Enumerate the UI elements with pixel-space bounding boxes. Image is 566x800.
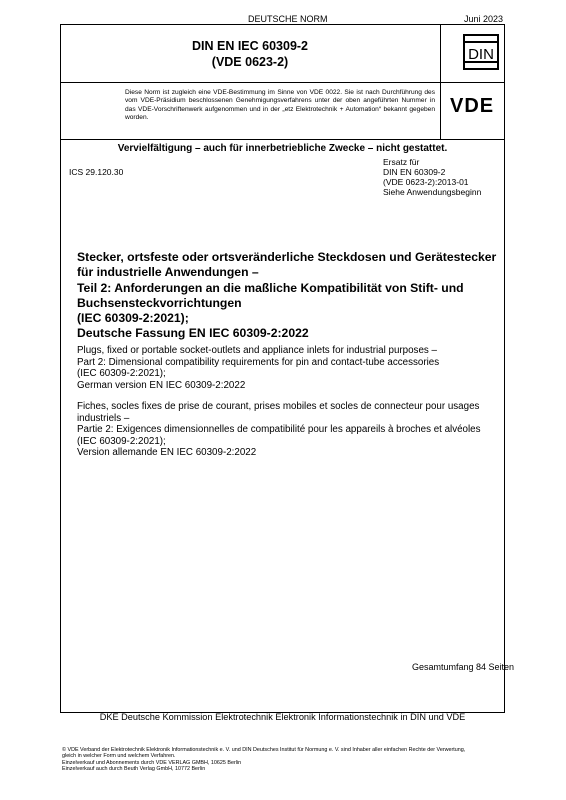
title-french <box>77 401 502 459</box>
title-line: industriels – <box>77 412 130 424</box>
title-line: Stecker, ortsfeste oder ortsveränderliche Steckdosen und Gerätestecker <box>77 250 497 264</box>
divider <box>440 25 441 139</box>
title-line: (IEC 60309-2:2021); <box>77 368 166 380</box>
title-line: Teil 2: Anforderungen an die maßliche Kompatibilität von Stift- und <box>77 280 464 295</box>
standard-number: DIN EN IEC 60309-2 <box>191 39 309 53</box>
title-line: German version EN IEC 60309-2:2022 <box>77 379 246 391</box>
title-line: Deutsche Fassung EN IEC 60309-2:2022 <box>77 326 309 341</box>
divider <box>61 139 504 140</box>
title-line: Part 2: Dimensional compatibility requirements for pin and contact-tube accessories <box>77 356 440 368</box>
vde-logo: VDE <box>450 95 495 117</box>
replacement-info <box>383 157 481 197</box>
title-line: Plugs, fixed or portable socket-outlets and appliance inlets for industrial purposes – <box>77 345 437 356</box>
norm-type-label: DEUTSCHE NORM <box>248 14 328 24</box>
title-line: Buchsensteckvorrichtungen <box>77 295 242 310</box>
title-line: Partie 2: Exigences dimensionnelles de compatibilité pour les appareils à broches et alvéoles <box>77 424 481 436</box>
replacement-line: Siehe Anwendungsbeginn <box>383 187 482 197</box>
footer-line: Einzelverkauf auch durch Beuth Verlag GmbH, 10772 Berlin <box>62 766 206 773</box>
ics-code: ICS 29.120.30 <box>69 167 124 177</box>
copyright-footer <box>62 747 557 773</box>
copy-notice: Vervielfältigung – auch für innerbetriebliche Zwecke – nicht gestattet. <box>117 143 448 154</box>
svg-text:DIN: DIN <box>468 46 494 63</box>
title-line: Version allemande EN IEC 60309-2:2022 <box>77 447 257 459</box>
vde-number: (VDE 0623-2) <box>211 55 289 69</box>
footer-line: © VDE Verband der Elektrotechnik Elektronik Informationstechnik e. V. und DIN Deutsches Institut für Normung e. V. sind Inhaber aller einfachen Rechte der Verwertung, <box>62 747 466 753</box>
issue-date: Juni 2023 <box>464 14 504 24</box>
title-line: Fiches, socles fixes de prise de courant, prises mobiles et socles de connecteur pour usages <box>77 401 480 412</box>
vde-note: Diese Norm ist zugleich eine VDE-Bestimmung im Sinne von VDE 0022. Sie ist nach Durchführung des vom VDE-Präsidium beschlossenen Genehmigungsverfahrens unter der oben angeführten Nummer in das VDE-Vorschriftenwerk aufgenommen und in der „etz Elektrotechnik + Automation“ bekannt gegeben worden. <box>125 89 435 121</box>
title-english <box>77 345 502 391</box>
title-line: (IEC 60309-2:2021); <box>77 435 166 447</box>
title-german <box>77 250 502 342</box>
title-line: für industrielle Anwendungen – <box>77 265 259 280</box>
footer-line: gleich in welcher Form und welchem Verfahren. <box>62 753 176 760</box>
total-pages: Gesamtumfang 84 Seiten <box>412 662 515 672</box>
title-line: (IEC 60309-2:2021); <box>77 311 189 326</box>
footer-line: Einzelverkauf und Abonnements durch VDE VERLAG GMBH, 10625 Berlin <box>62 759 242 766</box>
replacement-line: Ersatz für <box>383 157 420 167</box>
replacement-line: (VDE 0623-2):2013-01 <box>383 177 469 187</box>
committee-line: DKE Deutsche Kommission Elektrotechnik Elektronik Informationstechnik in DIN und VDE <box>99 712 466 722</box>
divider <box>61 82 504 83</box>
din-logo <box>463 34 499 70</box>
replacement-line: DIN EN 60309-2 <box>383 167 446 177</box>
